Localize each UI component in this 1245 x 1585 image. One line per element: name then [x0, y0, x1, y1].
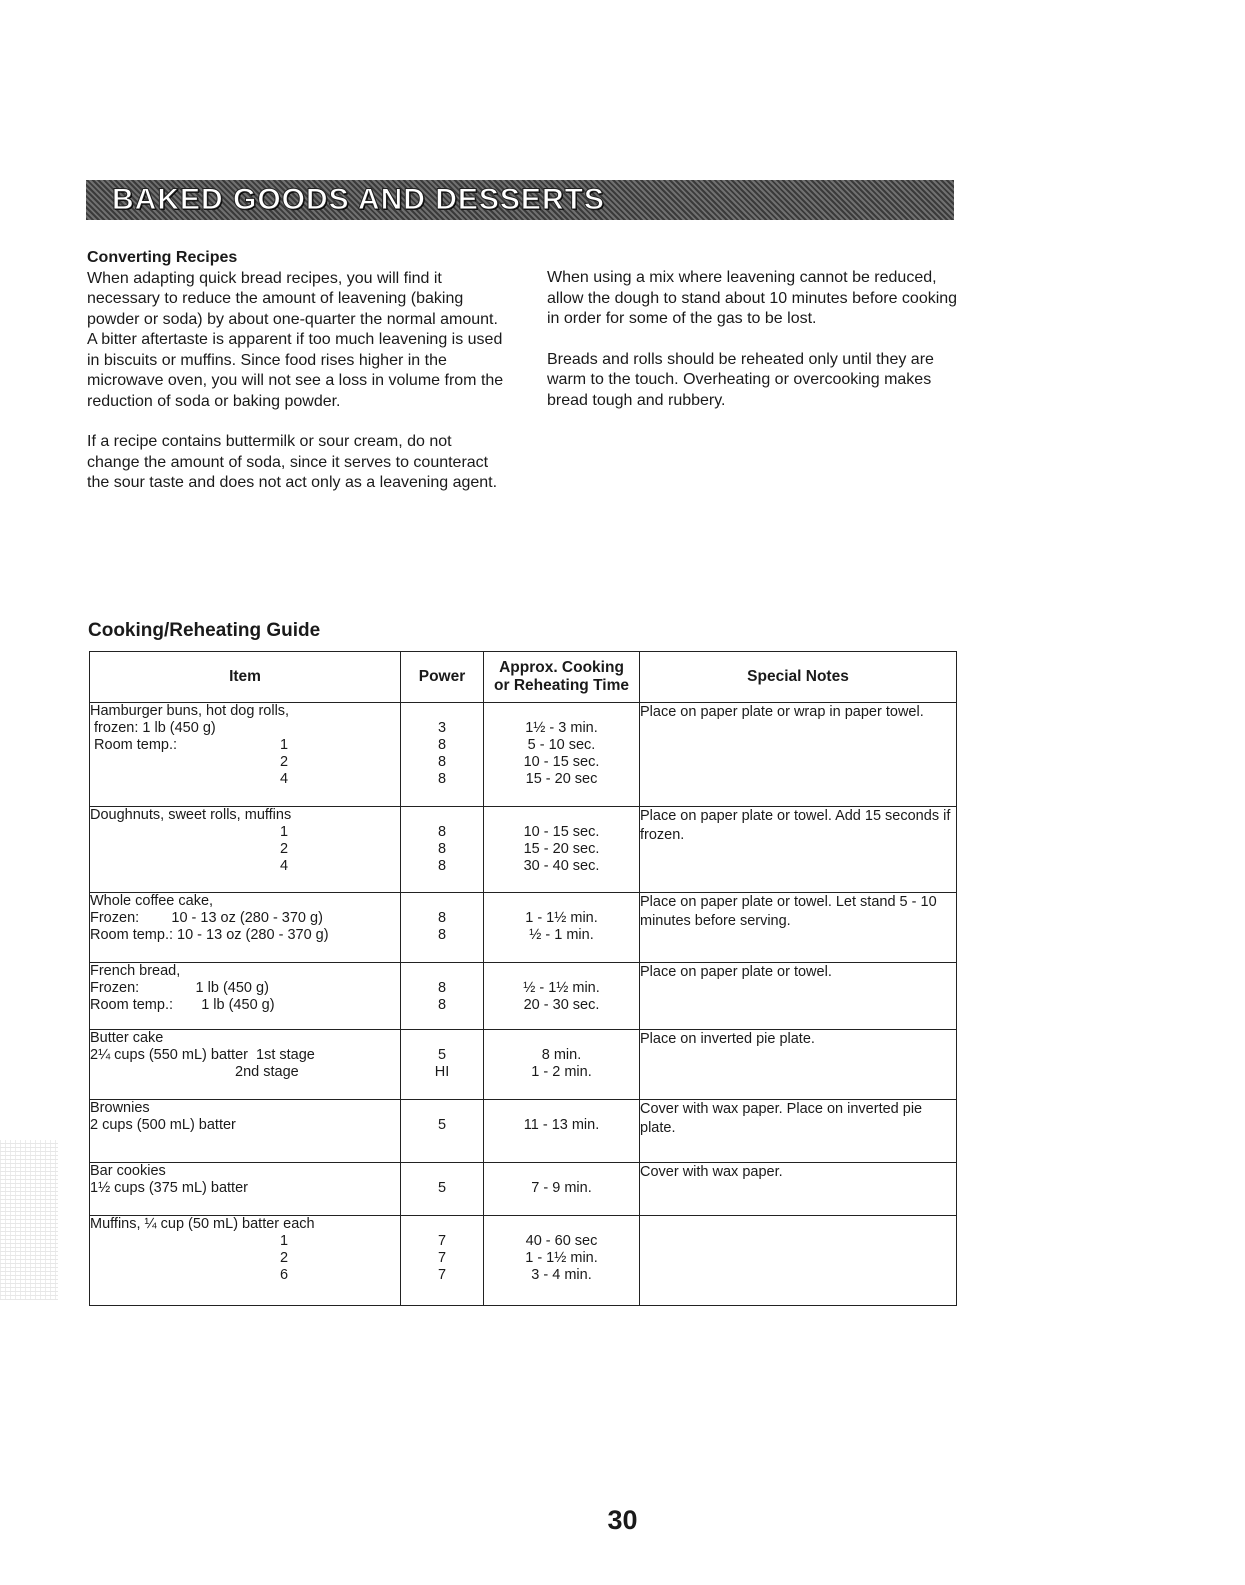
power-value: [401, 703, 483, 720]
item-quantity: 4: [280, 771, 289, 787]
time-value: [484, 963, 639, 980]
cell-power: [401, 1100, 484, 1163]
time-value: [484, 1100, 639, 1117]
cell-notes: Place on paper plate or wrap in paper towel.: [640, 703, 957, 807]
cell-power: [401, 807, 484, 893]
cell-notes: Cover with wax paper. Place on inverted pie plate.: [640, 1100, 957, 1163]
cell-power: [401, 893, 484, 963]
time-value: [484, 703, 639, 720]
power-value: 7: [437, 1233, 447, 1249]
time-value: 1 - 1½ min.: [525, 910, 598, 926]
item-text: frozen: 1 lb (450 g): [90, 720, 216, 736]
cell-time: [484, 1163, 640, 1216]
item-text: Frozen: 1 lb (450 g): [90, 980, 269, 996]
time-value: 7 - 9 min.: [531, 1180, 592, 1196]
header-power: Power: [401, 652, 484, 703]
power-value: 5: [437, 1180, 447, 1196]
power-value: 5: [437, 1047, 447, 1063]
item-quantity: 1: [280, 737, 289, 753]
item-text: Hamburger buns, hot dog rolls,: [90, 703, 290, 719]
item-text: Whole coffee cake,: [90, 893, 214, 909]
time-value: 15 - 20 sec.: [523, 841, 600, 857]
time-value: [484, 807, 639, 824]
cell-item: [90, 703, 401, 807]
power-value: 8: [437, 910, 447, 926]
item-text: Bar cookies: [90, 1163, 166, 1179]
cell-time: [484, 1100, 640, 1163]
item-text: Frozen: 10 - 13 oz (280 - 370 g): [90, 910, 323, 926]
time-value: 10 - 15 sec.: [523, 824, 600, 840]
converting-heading: Converting Recipes: [87, 249, 238, 266]
item-text: Room temp.:: [90, 737, 178, 753]
cell-item: [90, 1216, 401, 1306]
power-value: 8: [437, 754, 447, 770]
time-value: 3 - 4 min.: [531, 1267, 592, 1283]
header-time-line1: Approx. Cooking: [499, 659, 624, 676]
cell-notes: [640, 1216, 957, 1306]
table-body: [90, 703, 957, 1306]
converting-paragraph-4: Breads and rolls should be reheated only until they are warm to the touch. Overheating or overcooking makes bread tough and rubbery.: [547, 350, 934, 409]
power-value: 8: [437, 841, 447, 857]
time-value: [484, 1030, 639, 1047]
table-row: [90, 1163, 957, 1216]
power-value: 7: [437, 1250, 447, 1266]
cell-time: [484, 893, 640, 963]
item-quantity: 4: [280, 858, 289, 874]
time-value: 30 - 40 sec.: [523, 858, 600, 874]
item-quantity: 2: [280, 1250, 289, 1266]
time-value: ½ - 1½ min.: [523, 980, 600, 996]
item-quantity: 2: [280, 754, 289, 770]
cell-time: [484, 1030, 640, 1100]
section-banner: [86, 180, 954, 220]
time-value: ½ - 1 min.: [529, 927, 594, 943]
item-quantity: 1: [280, 824, 289, 840]
item-text: French bread,: [90, 963, 181, 979]
item-text: Room temp.: 10 - 13 oz (280 - 370 g): [90, 927, 329, 943]
section-title: BAKED GOODS AND DESSERTS: [112, 183, 605, 216]
time-value: 5 - 10 sec.: [527, 737, 596, 753]
cell-notes: Place on paper plate or towel.: [640, 963, 957, 1030]
cell-notes: Place on paper plate or towel. Let stand 5 - 10 minutes before serving.: [640, 893, 957, 963]
time-value: 40 - 60 sec: [525, 1233, 598, 1249]
item-text: 2 cups (500 mL) batter: [90, 1117, 236, 1133]
time-value: [484, 893, 639, 910]
power-value: [401, 1163, 483, 1180]
converting-paragraph-3: When using a mix where leavening cannot be reduced, allow the dough to stand about 10 minutes before cooking in order for some of the gas to be lost.: [547, 269, 958, 327]
time-value: 10 - 15 sec.: [523, 754, 600, 770]
cell-item: [90, 963, 401, 1030]
cell-power: [401, 703, 484, 807]
power-value: 8: [437, 980, 447, 996]
converting-paragraph-1: When adapting quick bread recipes, you will find it necessary to reduce the amount of leavening (baking powder or soda) by about one-quarter the normal amount. A bitter aftertaste is apparent if too much leavening is used in biscuits or muffins. Since food rises higher in the microwave oven, you will not see a loss in volume from the reduction of soda or baking powder.: [87, 269, 504, 410]
time-value: [484, 1163, 639, 1180]
time-value: 1 - 1½ min.: [525, 1250, 598, 1266]
power-value: [401, 1216, 483, 1233]
table-row: [90, 807, 957, 893]
item-text: Muffins, ¼ cup (50 mL) batter each: [90, 1216, 315, 1232]
power-value: 3: [437, 720, 447, 736]
header-notes: Special Notes: [640, 652, 957, 703]
cell-item: [90, 1163, 401, 1216]
table-row: [90, 1100, 957, 1163]
cell-item: [90, 893, 401, 963]
cell-item: [90, 1030, 401, 1100]
scan-artifact: [0, 1140, 58, 1300]
cell-power: [401, 1163, 484, 1216]
cell-power: [401, 1030, 484, 1100]
item-text: Doughnuts, sweet rolls, muffins: [90, 807, 292, 823]
cell-notes: Place on inverted pie plate.: [640, 1030, 957, 1100]
cell-time: [484, 963, 640, 1030]
power-value: 8: [437, 927, 447, 943]
converting-paragraph-2: If a recipe contains buttermilk or sour cream, do not change the amount of soda, since it serves to counteract the sour taste and does not act only as a leavening agent.: [87, 433, 498, 491]
cell-item: [90, 807, 401, 893]
time-value: 1½ - 3 min.: [525, 720, 598, 736]
time-value: 20 - 30 sec.: [523, 997, 600, 1013]
time-value: 1 - 2 min.: [531, 1064, 592, 1080]
power-value: HI: [434, 1064, 450, 1080]
converting-right-column: [547, 268, 967, 431]
cell-time: [484, 807, 640, 893]
table-row: [90, 1216, 957, 1306]
table-row: [90, 963, 957, 1030]
header-time: [484, 652, 640, 703]
item-text: Brownies: [90, 1100, 150, 1116]
power-value: 7: [437, 1267, 447, 1283]
power-value: 8: [437, 737, 447, 753]
power-value: [401, 963, 483, 980]
power-value: 8: [437, 858, 447, 874]
power-value: 8: [437, 824, 447, 840]
table-row: [90, 893, 957, 963]
item-text: 2¼ cups (550 mL) batter 1st stage: [90, 1047, 315, 1063]
power-value: 5: [437, 1117, 447, 1133]
cell-item: [90, 1100, 401, 1163]
power-value: 8: [437, 771, 447, 787]
table-header-row: [90, 652, 957, 703]
cell-time: [484, 1216, 640, 1306]
item-text: 2nd stage: [90, 1064, 299, 1080]
time-value: [484, 1216, 639, 1233]
power-value: 8: [437, 997, 447, 1013]
time-value: 8 min.: [541, 1047, 582, 1063]
item-quantity: 1: [280, 1233, 289, 1249]
power-value: [401, 893, 483, 910]
power-value: [401, 1030, 483, 1047]
power-value: [401, 807, 483, 824]
item-quantity: 6: [280, 1267, 289, 1283]
header-item: Item: [90, 652, 401, 703]
item-text: 1½ cups (375 mL) batter: [90, 1180, 248, 1196]
cell-time: [484, 703, 640, 807]
cell-notes: Place on paper plate or towel. Add 15 seconds if frozen.: [640, 807, 957, 893]
guide-heading: Cooking/Reheating Guide: [88, 620, 321, 641]
table-row: [90, 1030, 957, 1100]
cell-notes: Cover with wax paper.: [640, 1163, 957, 1216]
cell-power: [401, 963, 484, 1030]
item-text: Room temp.: 1 lb (450 g): [90, 997, 275, 1013]
item-quantity: 2: [280, 841, 289, 857]
page-number: 30: [607, 1505, 638, 1535]
cooking-guide-table: [89, 651, 957, 1306]
cell-power: [401, 1216, 484, 1306]
power-value: [401, 1100, 483, 1117]
table-row: [90, 703, 957, 807]
time-value: 11 - 13 min.: [523, 1117, 600, 1133]
item-text: Butter cake: [90, 1030, 164, 1046]
time-value: 15 - 20 sec: [525, 771, 598, 787]
converting-left-column: [87, 248, 507, 514]
header-time-line2: or Reheating Time: [494, 677, 629, 694]
